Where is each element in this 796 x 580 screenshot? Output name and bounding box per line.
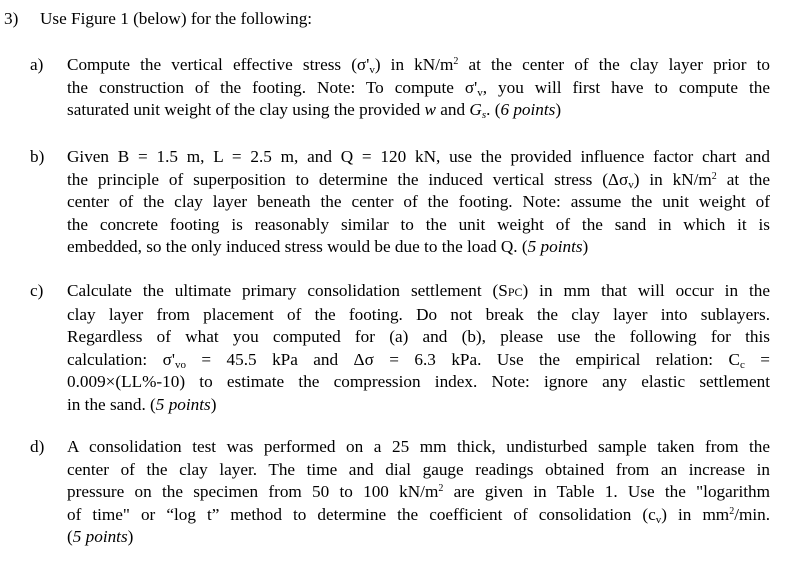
part-d [30,436,770,549]
part-d-line-2: center of the clay layer. The time and dial gauge readings obtained from an increase in [67,459,770,479]
part-c-line-2: clay layer from placement of the footing. Do not break the clay layer into sublayers. [67,304,770,324]
question-header [4,8,312,31]
part-b-points: 5 points [527,237,583,257]
part-b-line-5: embedded, so the only induced stress would be due to the load Q. (5 points) [67,237,589,257]
question-number: 3) [4,9,19,28]
part-a-letter: a) [30,55,44,74]
part-a-line-2: the construction of the footing. Note: To compute $\sigma'_v$, you will first have to compute the [67,77,770,99]
part-d-line-1: A consolidation test was performed on a 25 mm thick, undisturbed sample taken from the [67,437,770,456]
part-c-line-3: Regardless of what you computed for (a) and (b), please use the following for this [67,327,770,347]
part-c [30,280,770,417]
part-d-line-4: of time" or “log t” method to determine the coefficient of consolidation $(c_v)$ in $mm^2/\min$. [67,504,770,526]
part-d-points: 5 points [72,527,128,547]
part-a [30,54,770,122]
part-b-line-2: the principle of superposition to determine the induced vertical stress $(\Delta\sigma_v)$ in $kN/m^2$ at the [67,169,770,191]
part-b-line-1: Given B = 1.5 m, L = 2.5 m, and Q = 120 kN, use the provided influence factor chart and [67,147,770,166]
part-a-line-3: saturated unit weight of the clay using the provided w and $G_s$. (6 points) [67,100,562,122]
part-c-text [67,280,770,417]
part-c-points: 5 points [155,394,211,414]
question-intro: Use Figure 1 (below) for the following: [40,9,313,28]
part-c-line-5: 0.009×(LL%-10) to estimate the compression index. Note: ignore any elastic settlement [67,372,770,392]
part-b [30,146,770,259]
part-d-line-3: pressure on the specimen from 50 to 100 $kN/m^2$ are given in Table 1. Use the "logarithm [67,482,770,502]
part-b-line-4: the concrete footing is reasonably similar to the unit weight of the sand in which it is [67,214,770,234]
part-c-line-6: in the sand. (5 points) [67,394,217,414]
part-b-text [67,146,770,259]
part-b-line-3: center of the clay layer beneath the center of the footing. Note: assume the unit weight of [67,192,770,212]
part-d-text [67,436,770,549]
part-c-line-4: calculation: $\sigma'_{vo} = 45.5$ kPa and Δσ = 6.3 kPa. Use the empirical relation: $C_c$ = [67,349,770,371]
part-a-points: 6 points [500,100,556,120]
part-d-letter: d) [30,437,45,456]
part-d-line-5: (5 points) [67,527,134,547]
part-c-letter: c) [30,281,44,300]
part-a-text [67,54,770,122]
part-a-line-1: Compute the vertical effective stress $(\sigma'_v)$ in $kN/m^2$ at the center of the clay layer prior to [67,55,770,76]
part-b-letter: b) [30,147,45,166]
part-c-line-1: Calculate the ultimate primary consolidation settlement (SPC) in mm that will occur in the [67,281,770,300]
